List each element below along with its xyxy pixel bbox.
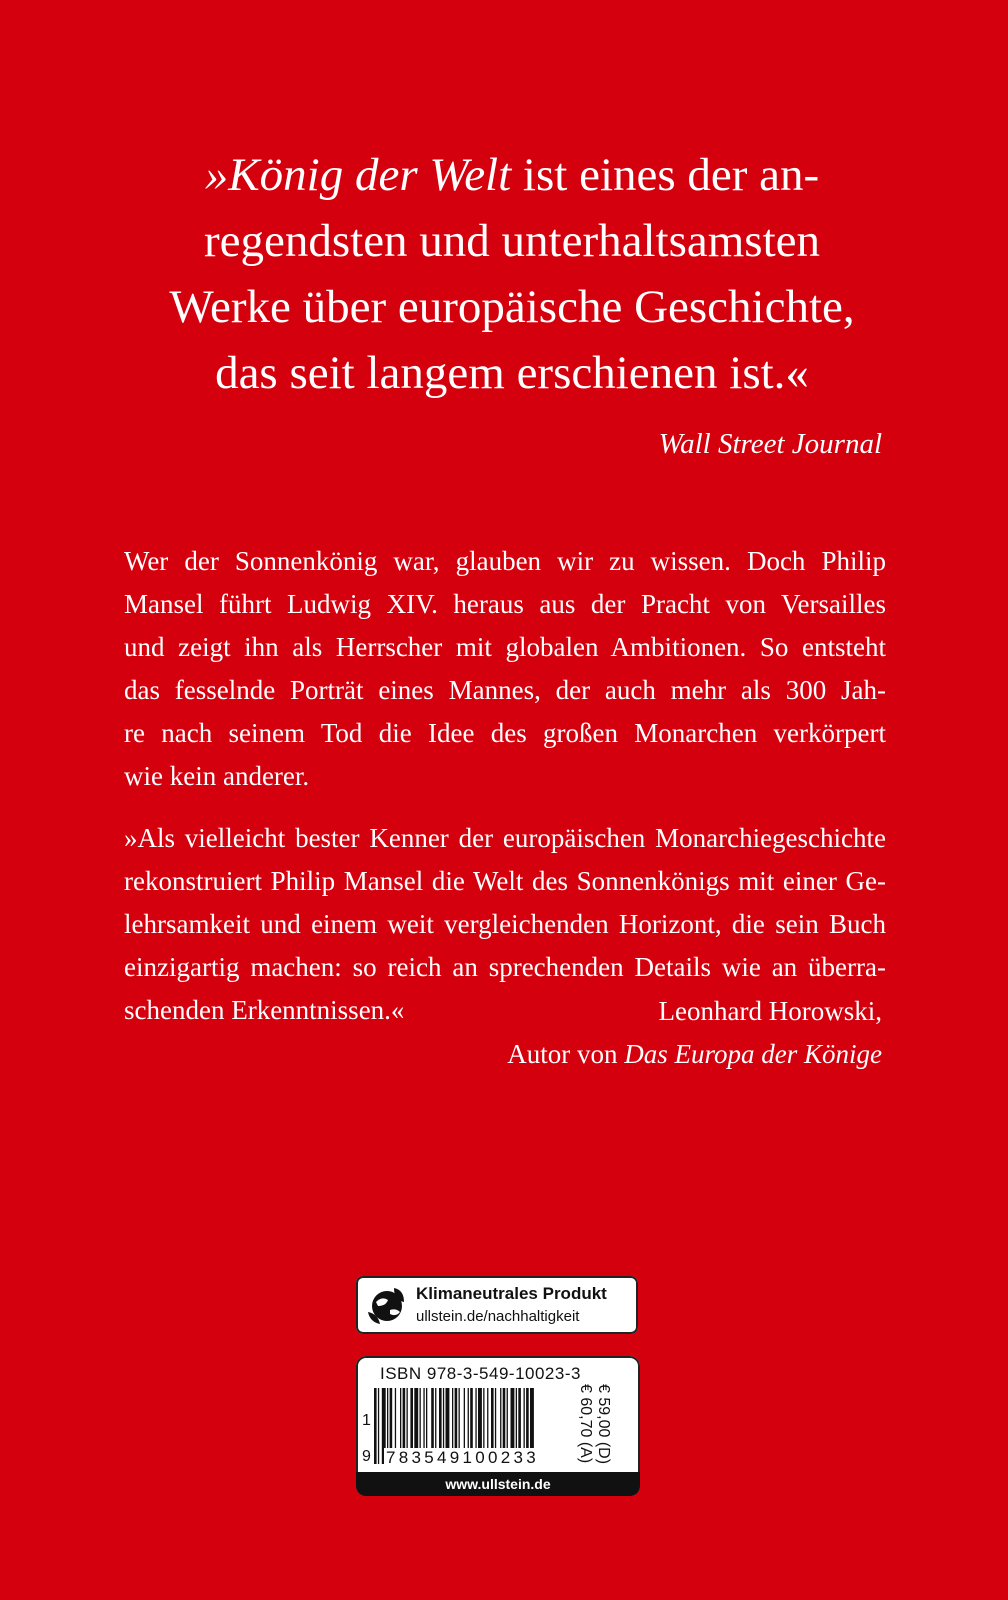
climate-badge-url: ullstein.de/nachhaltigkeit	[416, 1308, 580, 1325]
quote-line-3: Werke über europäische Geschichte,	[169, 281, 855, 333]
quote2-line: rekonstruiert Philip Mansel die Welt des Sonnenkönigs mit einer Ge-	[124, 866, 886, 896]
blurb-line: re nach seinem Tod die Idee des großen Monarchen verkörpert	[124, 718, 886, 748]
blurb-line: Mansel führt Ludwig XIV. heraus aus der Pracht von Versailles	[124, 589, 886, 619]
quote-line-4: das seit langem erschienen ist.«	[215, 347, 809, 399]
blurb-line: das fesselnde Porträt eines Mannes, der auch mehr als 300 Jah-	[124, 675, 886, 705]
barcode-digit-top: 1	[362, 1412, 371, 1429]
book-description	[124, 540, 886, 798]
quote-source: Wall Street Journal	[658, 428, 882, 460]
barcode-digits: 783549100233	[386, 1448, 540, 1467]
quote-book-title: »König der Welt	[204, 149, 512, 201]
blurb-line: wie kein anderer.	[124, 761, 310, 791]
climate-badge-title: Klimaneutrales Produkt	[416, 1284, 607, 1303]
isbn-barcode-label	[356, 1356, 640, 1496]
quote2-line: schenden Erkenntnissen.«	[124, 995, 405, 1025]
quote-line-2: regendsten und unterhaltsamsten	[203, 215, 821, 267]
price-column	[577, 1384, 632, 1474]
quote2-book-title: Das Europa der Könige	[624, 1039, 882, 1069]
publisher-website: www.ullstein.de	[356, 1472, 640, 1496]
quote2-line: lehrsamkeit und einem weit vergleichenden Horizont, die sein Buch	[124, 909, 886, 939]
climate-neutral-badge	[356, 1276, 638, 1334]
quote2-attribution	[507, 990, 882, 1076]
price-germany: € 59,00 (D)	[595, 1384, 612, 1465]
globe-leaf-icon	[364, 1282, 410, 1328]
quote2-line: »Als vielleicht bester Kenner der europäischen Monarchiegeschichte	[124, 823, 886, 853]
blurb-line: Wer der Sonnenkönig war, glauben wir zu wissen. Doch Philip	[124, 546, 886, 576]
blurb-line: und zeigt ihn als Herrscher mit globalen Ambitionen. So entsteht	[124, 632, 886, 662]
quote2-author-work: Autor von Das Europa der Könige	[507, 1039, 882, 1069]
isbn-number: ISBN 978-3-549-10023-3	[380, 1364, 581, 1383]
quote-line-1: »König der Welt ist eines der an-	[204, 149, 820, 201]
quote2-author: Leonhard Horowski,	[658, 996, 882, 1026]
barcode-digit-lead: 9	[362, 1448, 371, 1465]
review-quote	[132, 142, 892, 406]
quote2-line: einzigartig machen: so reich an sprechenden Details wie an überra-	[124, 952, 886, 982]
price-austria: € 60,70 (A)	[577, 1384, 594, 1464]
